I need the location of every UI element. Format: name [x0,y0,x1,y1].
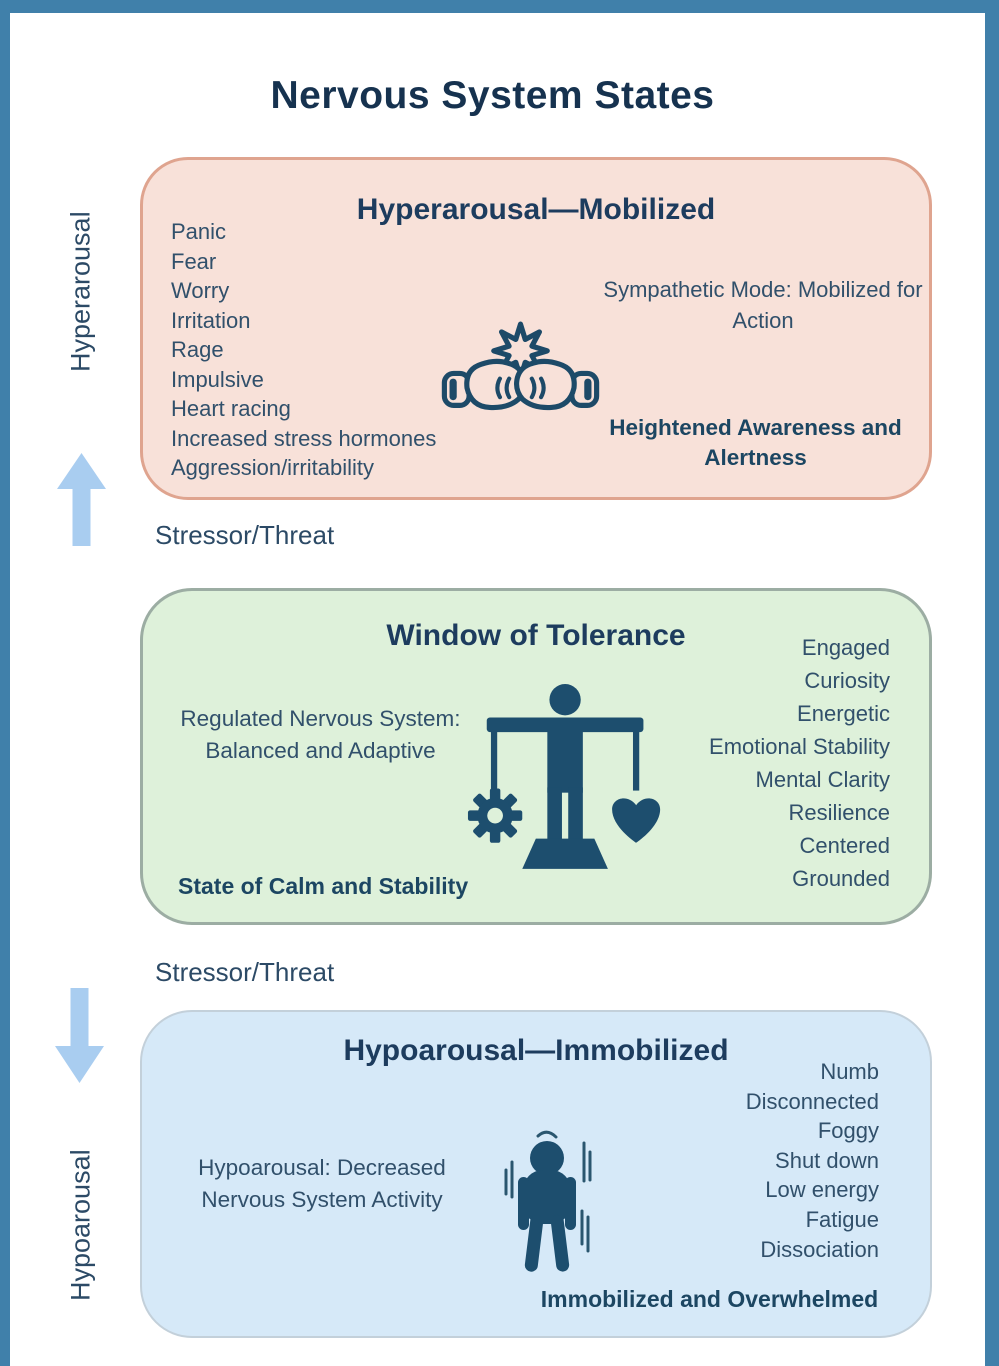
list-item: Heart racing [171,396,291,421]
list-item: Fatigue [805,1206,879,1232]
list-item: Mental Clarity [755,767,890,792]
hypoarousal-caption: Immobilized and Overwhelmed [540,1286,879,1312]
frame-border-left [0,0,10,1366]
frame-border-right [985,0,999,1366]
hypoarousal-symptom-list [746,1057,879,1264]
list-item: Disconnected [745,1088,879,1114]
up-arrow-icon [57,453,106,546]
hyperarousal-axis-label: Hyperarousal [65,211,96,373]
hypoarousal-axis-label: Hypoarousal [65,1149,96,1302]
list-item: Shut down [775,1147,879,1173]
list-item: Rage [171,337,224,362]
boxing-gloves-icon [438,320,603,428]
window-panel-title: Window of Tolerance [386,619,686,652]
sympathetic-mode-text: Sympathetic Mode: Mobilized for Action [603,277,923,333]
hypoarousal-description: Hypoarousal: Decreased Nervous System Activity [198,1155,446,1212]
page-title: Nervous System States [270,74,715,117]
list-item: Resilience [788,800,890,825]
slumped-person-icon [485,1124,615,1276]
list-item: Curiosity [804,668,890,693]
list-item: Increased stress hormones [171,425,437,451]
list-item: Panic [171,219,227,244]
hyperarousal-panel-title: Hyperarousal—Mobilized [356,193,716,226]
list-item: Foggy [817,1118,879,1144]
window-of-tolerance-panel [140,588,932,925]
list-item: Centered [799,833,890,858]
list-item: Fear [171,248,217,274]
list-item: Irritation [171,307,251,333]
window-caption: State of Calm and Stability [178,873,469,899]
balance-scale-person-icon [463,683,663,871]
list-item: Worry [171,278,230,303]
list-item: Impulsive [171,366,264,392]
frame-border-top [0,0,999,13]
list-item: Grounded [792,866,890,891]
list-item: Low energy [765,1177,879,1203]
stressor-threat-bottom-label: Stressor/Threat [155,957,335,987]
hyperarousal-caption: Heightened Awareness and Alertness [609,415,902,470]
hyperarousal-symptom-list [171,217,436,483]
list-item: Emotional Stability [709,734,890,759]
list-item: Energetic [797,701,890,726]
hypoarousal-panel [140,1010,932,1338]
window-description: Regulated Nervous System: Balanced and Adaptive [180,706,461,763]
list-item: Numb [820,1059,879,1084]
list-item: Dissociation [760,1236,879,1262]
down-arrow-icon [55,988,104,1083]
list-item: Engaged [801,635,890,660]
list-item: Aggression/irritability [171,455,374,480]
hyperarousal-panel [140,157,932,500]
window-qualities-list [709,631,890,895]
stressor-threat-top-label: Stressor/Threat [155,520,335,550]
hypoarousal-panel-title: Hypoarousal—Immobilized [343,1034,729,1067]
